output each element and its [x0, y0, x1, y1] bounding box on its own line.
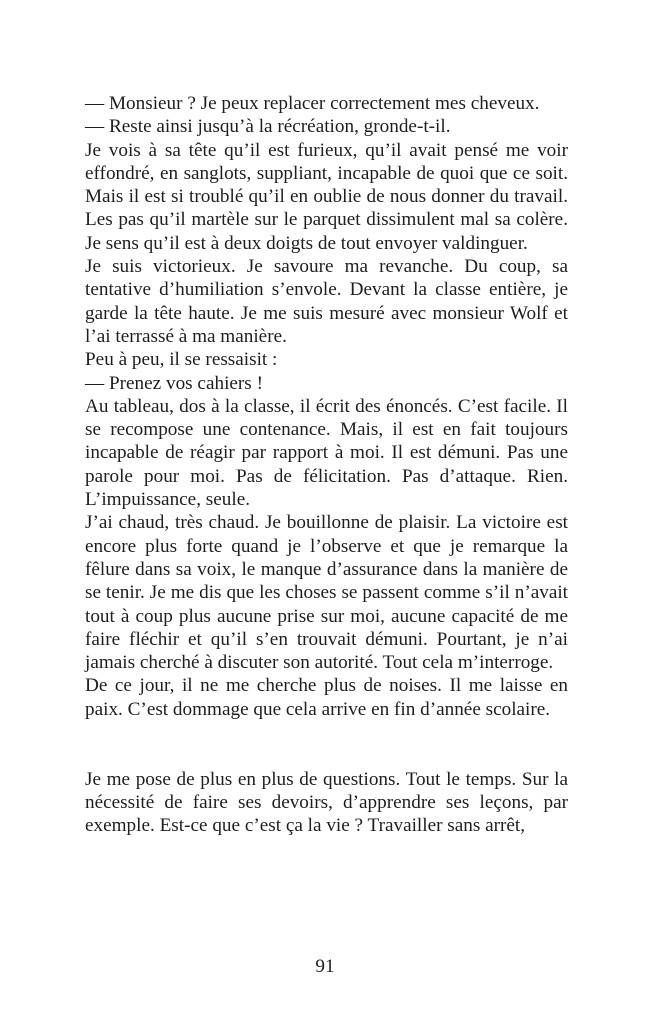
paragraph: De ce jour, il ne me cherche plus de noises. Il me laisse en paix. C’est dommage que cela arrive en fin d’année scolaire.	[85, 675, 568, 720]
paragraph: Je me pose de plus en plus de questions. Tout le temps. Sur la nécessité de faire ses devoirs, d’apprendre ses leçons, par exemple. Est-ce que c’est ça la vie ? Travailler sans arrêt,	[85, 768, 568, 837]
paragraph: — Reste ainsi jusqu’à la récréation, gronde-t-il.	[85, 116, 451, 138]
paragraph: Peu à peu, il se ressaisit :	[85, 349, 278, 371]
paragraph: J’ai chaud, très chaud. Je bouillonne de plaisir. La victoire est encore plus forte quand je l’observe et que je remarque la fêlure dans sa voix, le manque d’assurance dans la manière de se tenir. Je me dis que les choses se passent comme s’il n’avait tout à coup plus aucune prise sur moi, aucune capacité de me faire fléchir et qu’il s’en trouvait démuni. Pourtant, je n’ai jamais cherché à discuter son autorité. Tout cela m’interroge.	[85, 512, 568, 674]
section-break	[85, 721, 568, 768]
page-number: 91	[315, 956, 335, 977]
paragraph: — Prenez vos cahiers !	[85, 372, 263, 394]
paragraph: — Monsieur ? Je peux replacer correctement mes cheveux.	[85, 93, 540, 114]
paragraph: Je vois à sa tête qu’il est furieux, qu’il avait pensé me voir effondré, en sanglots, suppliant, incapable de quoi que ce soit. Mais il est si troublé qu’il en oublie de nous donner du travail. Les pas qu’il martèle sur le parquet dissimulent mal sa colère. Je sens qu’il est à deux doigts de tout envoyer valdinguer.	[85, 139, 568, 254]
paragraph: Je suis victorieux. Je savoure ma revanche. Du coup, sa tentative d’humiliation s’envole. Devant la classe entière, je garde la tête haute. Je me suis mesuré avec monsieur Wolf et l’ai terrassé à ma manière.	[85, 256, 568, 347]
paragraph: Au tableau, dos à la classe, il écrit des énoncés. C’est facile. Il se recompose une contenance. Mais, il est en fait toujours incapable de réagir par rapport à moi. Il est démuni. Pas une parole pour moi. Pas de félicitation. Pas d’attaque. Rien. L’impuissance, seule.	[85, 395, 568, 511]
page-body	[85, 92, 568, 838]
